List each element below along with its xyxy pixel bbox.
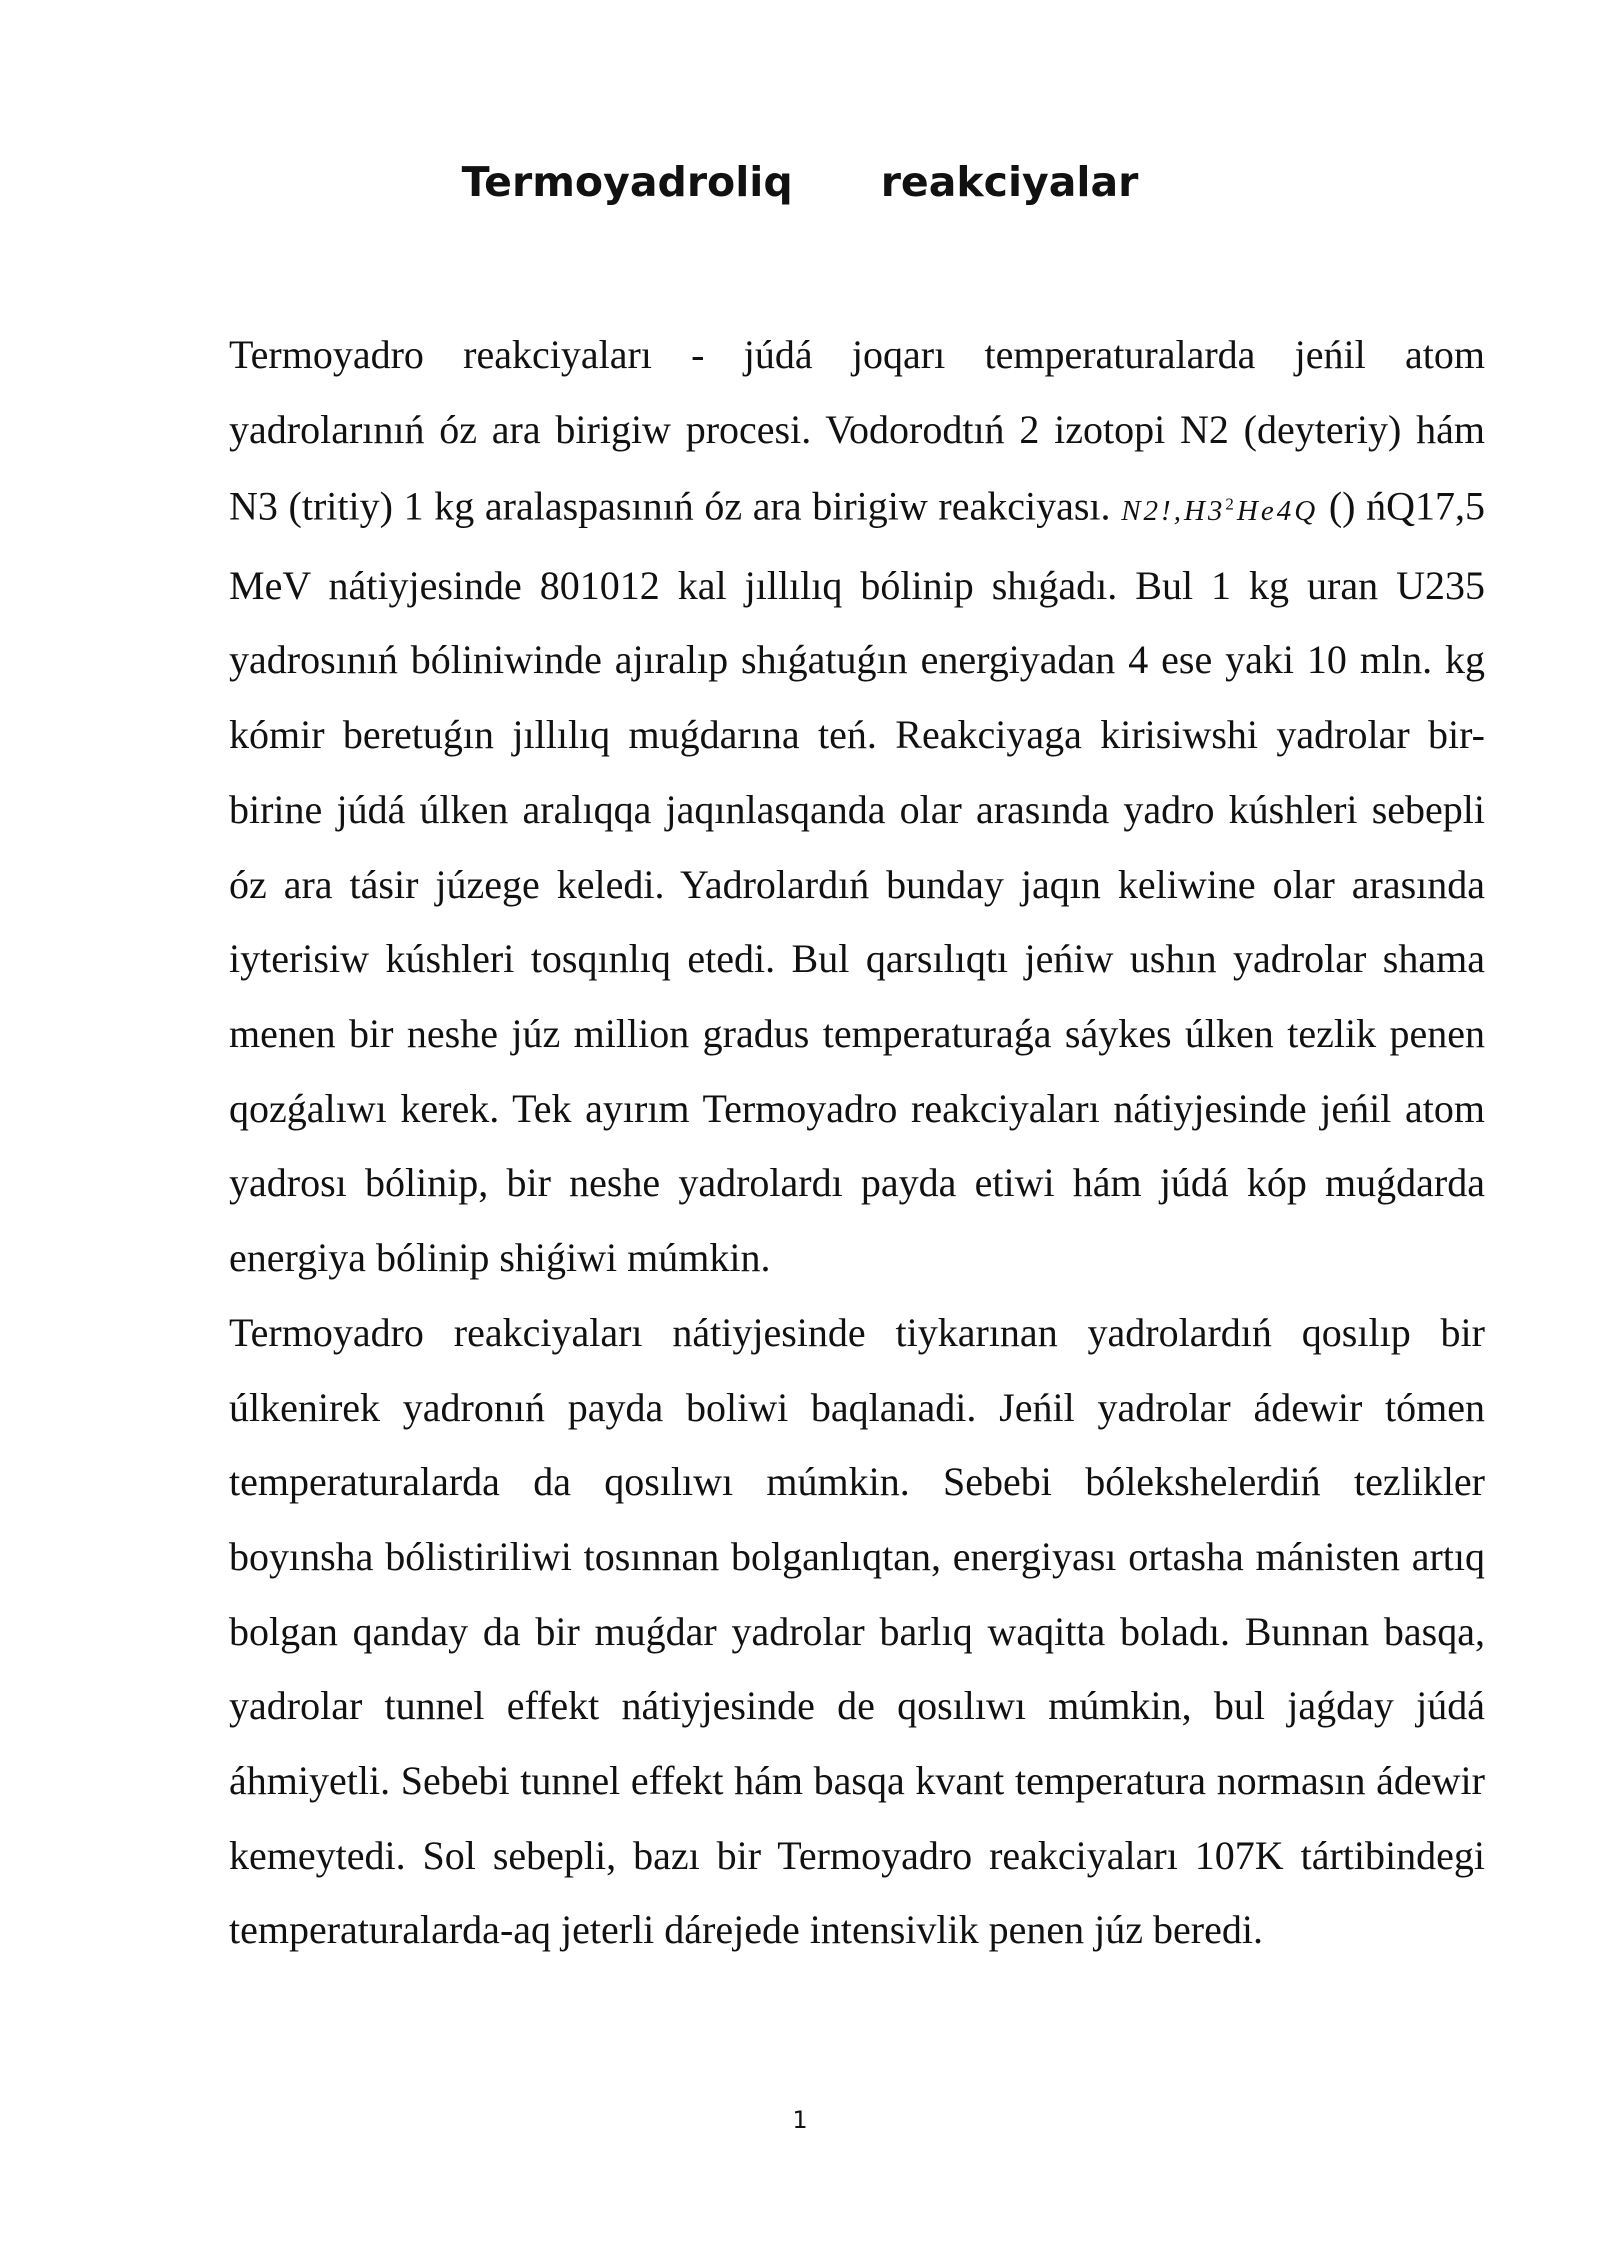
formula-part-2: He4Q: [1236, 495, 1319, 528]
page-title: [0, 152, 1600, 212]
paragraph-2: Termoyadro reakciyaları nátiyjesinde tiykarınan yadrolardıń qosılıp bir úlkenirek yadronıń payda boliwi baqlanadi. Jeńil yadrolar ádewir tómen temperaturalarda da qosılıwı múmkin. Sebebi bólekshelerdiń tezlikler boyınsha bólistiriliwi tosınnan bolganlıqtan, energiyası ortasha mánisten artıq bolgan qanday da bir muǵdar yadrolar barlıq waqitta boladı. Bunnan basqa, yadrolar tunnel effekt nátiyjesinde de qosılıwı múmkin, bul jaǵday júdá áhmiyetli. Sebebi tunnel effekt hám basqa kvant temperatura normasın ádewir kemeytedi. Sol sebepli, bazı bir Termoyadro reakciyaları 107K tártibindegi temperaturalarda-aq jeterli dárejede intensivlik penen júz beredi.: [229, 1309, 1485, 1953]
title-word-1: Termoyadroliq: [461, 158, 793, 206]
formula-part-1: N2!,H3: [1121, 495, 1226, 528]
reaction-formula: [1121, 495, 1318, 527]
formula-superscript: 2: [1225, 494, 1237, 514]
title-word-2: reakciyalar: [880, 158, 1139, 206]
document-body: [229, 318, 1485, 1968]
paragraph-1-text-b: () ńQ17,5 MeV nátiyjesinde 801012 kal jıllılıq bólinip shıǵadı. Bul 1 kg uran U235 yadrosınıń bóliniwinde ajıralıp shıǵatuǵın energiyadan 4 ese yaki 10 mln. kg kómir beretuǵın jıllılıq muǵdarına teń. Reakciyaga kirisiwshi yadrolar bir-birine júdá úlken aralıqqa jaqınlasqanda olar arasında yadro kúshleri sebepli óz ara tásir júzege keledi. Yadrolardıń bunday jaqın keliwine olar arasında iyterisiw kúshleri tosqınlıq etedi. Bul qarsılıqtı jeńiw ushın yadrolar shama menen bir neshe júz million gradus temperaturaǵa sáykes úlken tezlik penen qozǵalıwı kerek. Tek ayırım Termoyadro reakciyaları nátiyjesinde jeńil atom yadrosı bólinip, bir neshe yadrolardı payda etiwi hám júdá kóp muǵdarda energiya bólinip shiǵiwi múmkin.: [229, 484, 1486, 1281]
page-number: 1: [792, 2106, 808, 2134]
paragraph-1-text-a: Termoyadro reakciyaları - júdá joqarı temperaturalarda jeńil atom yadrolarınıń óz ara birigiw procesi. Vodorodtıń 2 izotopi N2 (deyteriy) hám N3 (tritiy) 1 kg aralaspasınıń óz ara birigiw reakciyası.: [229, 332, 1485, 530]
paragraph-1: [229, 318, 1485, 1296]
